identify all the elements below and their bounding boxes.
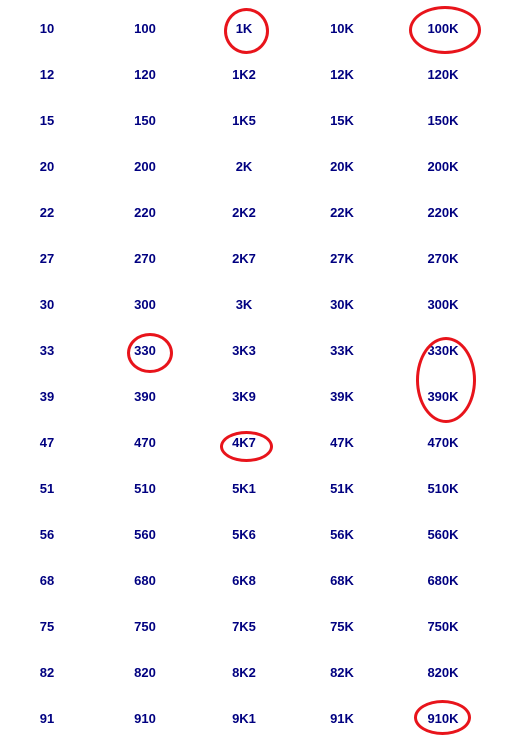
table-cell: 5K1 — [232, 481, 256, 496]
table-cell: 8K2 — [232, 665, 256, 680]
table-cell: 270 — [134, 251, 156, 266]
table-row — [0, 6, 510, 52]
table-cell: 330 — [134, 343, 156, 358]
table-cell: 22K — [330, 205, 354, 220]
table-cell: 270K — [427, 251, 459, 266]
table-cell: 10 — [39, 21, 55, 36]
table-cell: 750K — [427, 619, 459, 634]
table-cell: 220K — [427, 205, 459, 220]
table-cell: 150 — [134, 113, 156, 128]
table-cell: 120K — [427, 67, 459, 82]
table-cell: 47K — [330, 435, 354, 450]
table-cell: 390 — [134, 389, 156, 404]
table-cell: 910K — [427, 711, 459, 726]
table-cell: 20K — [330, 159, 354, 174]
table-cell: 39 — [39, 389, 55, 404]
table-cell: 100 — [134, 21, 156, 36]
table-cell: 12 — [39, 67, 55, 82]
table-cell: 47 — [39, 435, 55, 450]
table-cell: 75K — [330, 619, 354, 634]
table-row — [0, 236, 510, 282]
table-cell: 39K — [330, 389, 354, 404]
table-cell: 27K — [330, 251, 354, 266]
table-cell: 300K — [427, 297, 459, 312]
table-cell: 560 — [134, 527, 156, 542]
table-cell: 2K — [235, 159, 253, 174]
table-row — [0, 52, 510, 98]
table-row — [0, 696, 510, 742]
table-row — [0, 420, 510, 466]
table-cell: 1K2 — [232, 67, 256, 82]
table-cell: 68K — [330, 573, 354, 588]
table-cell: 750 — [134, 619, 156, 634]
table-cell: 12K — [330, 67, 354, 82]
table-cell: 200 — [134, 159, 156, 174]
table-cell: 510K — [427, 481, 459, 496]
table-cell: 30K — [330, 297, 354, 312]
table-cell: 3K — [235, 297, 253, 312]
table-cell: 30 — [39, 297, 55, 312]
table-cell: 470 — [134, 435, 156, 450]
table-cell: 220 — [134, 205, 156, 220]
table-row — [0, 466, 510, 512]
table-row — [0, 512, 510, 558]
table-cell: 820K — [427, 665, 459, 680]
table-row — [0, 98, 510, 144]
table-cell: 680 — [134, 573, 156, 588]
table-row — [0, 650, 510, 696]
table-cell: 56 — [39, 527, 55, 542]
table-cell: 33 — [39, 343, 55, 358]
table-cell: 2K2 — [232, 205, 256, 220]
table-cell: 1K5 — [232, 113, 256, 128]
table-cell: 2K7 — [232, 251, 256, 266]
table-cell: 9K1 — [232, 711, 256, 726]
table-cell: 150K — [427, 113, 459, 128]
table-row — [0, 328, 510, 374]
table-cell: 3K3 — [232, 343, 256, 358]
table-cell: 5K6 — [232, 527, 256, 542]
table-cell: 82 — [39, 665, 55, 680]
table-cell: 82K — [330, 665, 354, 680]
table-cell: 56K — [330, 527, 354, 542]
table-cell: 27 — [39, 251, 55, 266]
table-cell: 470K — [427, 435, 459, 450]
table-cell: 75 — [39, 619, 55, 634]
table-cell: 15K — [330, 113, 354, 128]
table-cell: 910 — [134, 711, 156, 726]
table-cell: 300 — [134, 297, 156, 312]
table-cell: 91 — [39, 711, 55, 726]
table-cell: 15 — [39, 113, 55, 128]
table-cell: 91K — [330, 711, 354, 726]
table-cell: 4K7 — [232, 435, 256, 450]
table-row — [0, 558, 510, 604]
table-cell: 680K — [427, 573, 459, 588]
table-cell: 560K — [427, 527, 459, 542]
table-cell: 6K8 — [232, 573, 256, 588]
table-row — [0, 190, 510, 236]
table-cell: 1K — [235, 21, 253, 36]
table-cell: 20 — [39, 159, 55, 174]
table-cell: 22 — [39, 205, 55, 220]
table-cell: 100K — [427, 21, 459, 36]
table-cell: 3K9 — [232, 389, 256, 404]
table-cell: 68 — [39, 573, 55, 588]
table-row — [0, 144, 510, 190]
table-cell: 200K — [427, 159, 459, 174]
table-cell: 120 — [134, 67, 156, 82]
table-cell: 820 — [134, 665, 156, 680]
table-cell: 7K5 — [232, 619, 256, 634]
table-cell: 330K — [427, 343, 459, 358]
table-row — [0, 374, 510, 420]
table-row — [0, 282, 510, 328]
table-cell: 390K — [427, 389, 459, 404]
table-cell: 51K — [330, 481, 354, 496]
table-cell: 510 — [134, 481, 156, 496]
table-cell: 33K — [330, 343, 354, 358]
table-cell: 51 — [39, 481, 55, 496]
table-cell: 10K — [330, 21, 354, 36]
table-row — [0, 604, 510, 650]
